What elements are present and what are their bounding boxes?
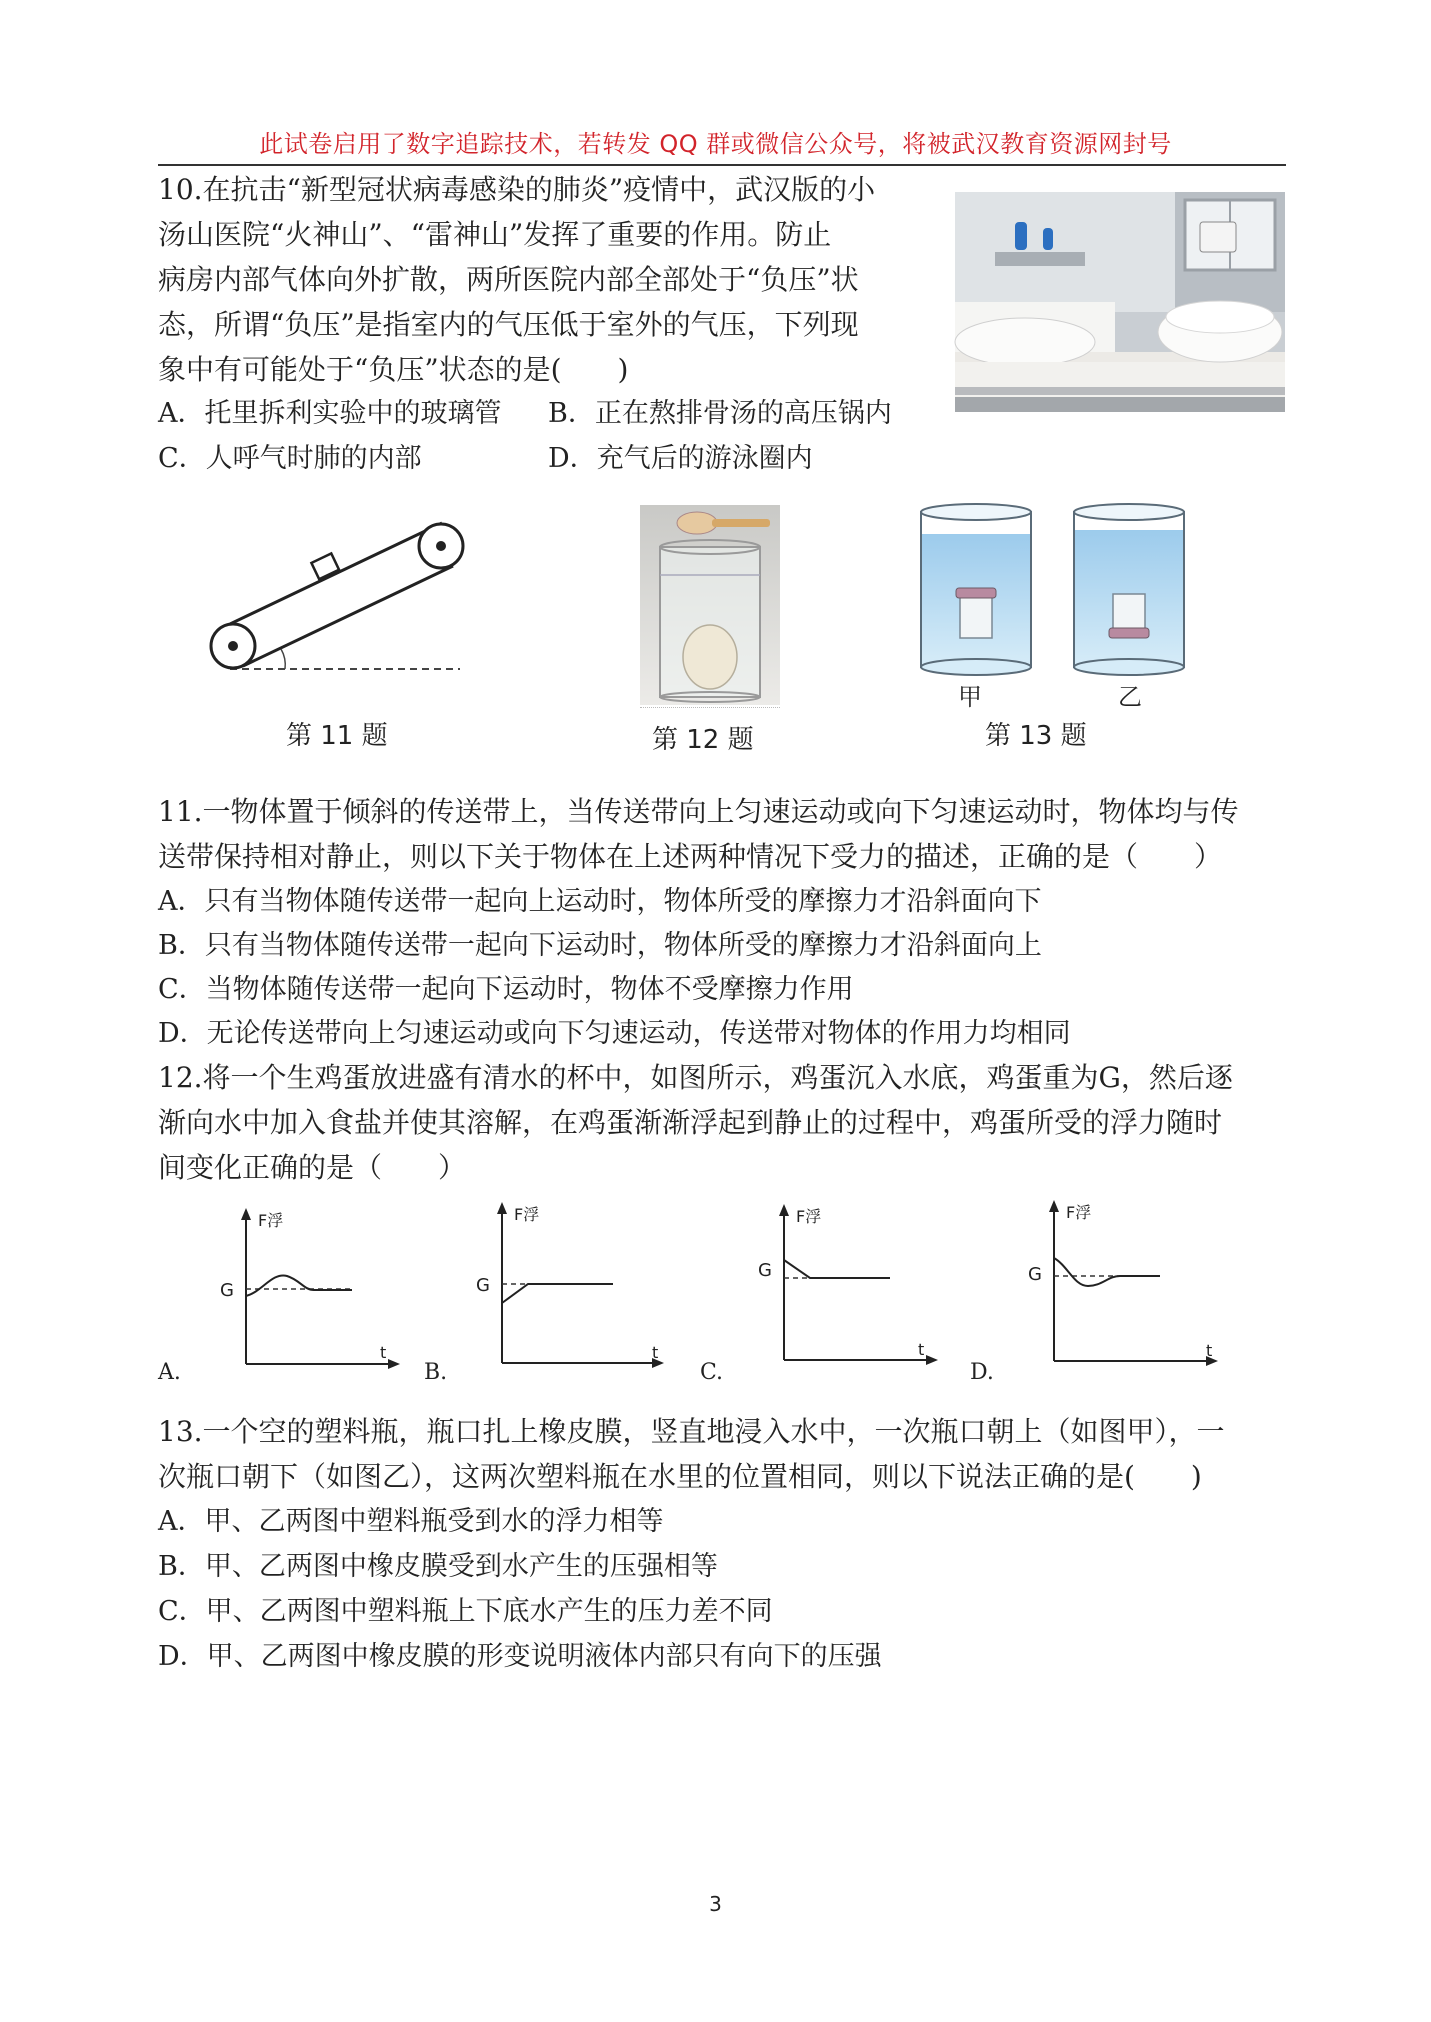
q10-option-a: A．托里拆利实验中的玻璃管 xyxy=(158,398,502,429)
q12-line-2: 渐向水中加入食盐并使其溶解，在鸡蛋渐渐浮起到静止的过程中，鸡蛋所受的浮力随时 xyxy=(158,1106,1223,1139)
graph-a-x-label: t xyxy=(380,1343,387,1362)
bottles-in-water-figure xyxy=(918,500,1188,700)
conveyor-belt-figure xyxy=(195,512,475,684)
q11-option-b: B．只有当物体随传送带一起向下运动时，物体所受的摩擦力才沿斜面向上 xyxy=(158,930,1042,961)
graph-option-c xyxy=(758,1200,940,1375)
figure-13-caption: 第 13 题 xyxy=(985,721,1087,751)
graph-d-letter: D. xyxy=(970,1360,994,1385)
figure-11-caption: 第 11 题 xyxy=(286,721,388,751)
graph-d-x-label: t xyxy=(1206,1341,1213,1360)
graph-a-y-label: F浮 xyxy=(258,1211,284,1230)
graph-b-y-label: F浮 xyxy=(514,1205,540,1224)
q10-line-4: 态，所谓“负压”是指室内的气压低于室外的气压，下列现 xyxy=(158,308,859,341)
anti-forwarding-banner: 此试卷启用了数字追踪技术，若转发 QQ 群或微信公众号，将被武汉教育资源网封号 xyxy=(259,130,1172,158)
graph-c-letter: C. xyxy=(700,1360,724,1385)
egg-in-glass-figure xyxy=(640,505,780,705)
q10-line-1: 10.在抗击“新型冠状病毒感染的肺炎”疫情中，武汉版的小 xyxy=(158,173,876,206)
q10-line-5: 象中有可能处于“负压”状态的是( ) xyxy=(158,353,629,386)
page-number: 3 xyxy=(709,1892,722,1916)
graph-a-g-label: G xyxy=(220,1280,234,1301)
graph-b-g-label: G xyxy=(476,1275,490,1296)
q10-line-2: 汤山医院“火神山”、“雷神山”发挥了重要的作用。防止 xyxy=(158,218,832,251)
q13-option-d: D．甲、乙两图中橡皮膜的形变说明液体内部只有向下的压强 xyxy=(158,1641,882,1672)
hospital-ward-photo xyxy=(955,192,1285,412)
q10-option-c: C．人呼气时肺的内部 xyxy=(158,443,422,474)
graph-b-letter: B. xyxy=(424,1360,448,1385)
graph-c-y-label: F浮 xyxy=(796,1207,822,1226)
q13-option-a: A．甲、乙两图中塑料瓶受到水的浮力相等 xyxy=(158,1506,664,1537)
q11-option-a: A．只有当物体随传送带一起向上运动时，物体所受的摩擦力才沿斜面向下 xyxy=(158,886,1042,917)
graph-c-g-label: G xyxy=(758,1260,772,1281)
graph-a-letter: A. xyxy=(158,1360,181,1385)
figure-13-label-yi: 乙 xyxy=(1118,683,1142,711)
graph-option-d xyxy=(1028,1196,1220,1376)
q10-line-3: 病房内部气体向外扩散，两所医院内部全部处于“负压”状 xyxy=(158,263,859,296)
graph-option-b xyxy=(476,1198,668,1378)
q13-option-b: B．甲、乙两图中橡皮膜受到水产生的压强相等 xyxy=(158,1551,718,1582)
q11-option-d: D．无论传送带向上匀速运动或向下匀速运动，传送带对物体的作用力均相同 xyxy=(158,1018,1071,1049)
figure-13-label-jia: 甲 xyxy=(958,683,982,711)
q12-line-1: 12.将一个生鸡蛋放进盛有清水的杯中，如图所示，鸡蛋沉入水底，鸡蛋重为G，然后逐 xyxy=(158,1061,1233,1094)
graph-option-a xyxy=(220,1204,402,1379)
figure-12-divider xyxy=(640,707,780,708)
q11-line-1: 11.一物体置于倾斜的传送带上，当传送带向上匀速运动或向下匀速运动时，物体均与传 xyxy=(158,795,1239,828)
q13-option-c: C．甲、乙两图中塑料瓶上下底水产生的压力差不同 xyxy=(158,1596,773,1627)
q11-option-c: C．当物体随传送带一起向下运动时，物体不受摩擦力作用 xyxy=(158,974,854,1005)
graph-b-x-label: t xyxy=(652,1343,659,1362)
q10-option-d: D．充气后的游泳圈内 xyxy=(548,443,813,474)
q12-line-3: 间变化正确的是（ ） xyxy=(158,1151,467,1184)
q13-line-1: 13.一个空的塑料瓶，瓶口扎上橡皮膜，竖直地浸入水中，一次瓶口朝上（如图甲），一 xyxy=(158,1415,1225,1448)
q13-line-2: 次瓶口朝下（如图乙），这两次塑料瓶在水里的位置相同，则以下说法正确的是( ) xyxy=(158,1460,1202,1493)
q10-option-b: B．正在熬排骨汤的高压锅内 xyxy=(548,398,892,429)
figure-12-caption: 第 12 题 xyxy=(652,725,754,755)
graph-d-g-label: G xyxy=(1028,1264,1042,1285)
graph-d-y-label: F浮 xyxy=(1066,1203,1092,1222)
header-rule xyxy=(158,164,1286,166)
graph-c-x-label: t xyxy=(918,1340,925,1359)
q11-line-2: 送带保持相对静止，则以下关于物体在上述两种情况下受力的描述，正确的是（ ） xyxy=(158,840,1223,873)
